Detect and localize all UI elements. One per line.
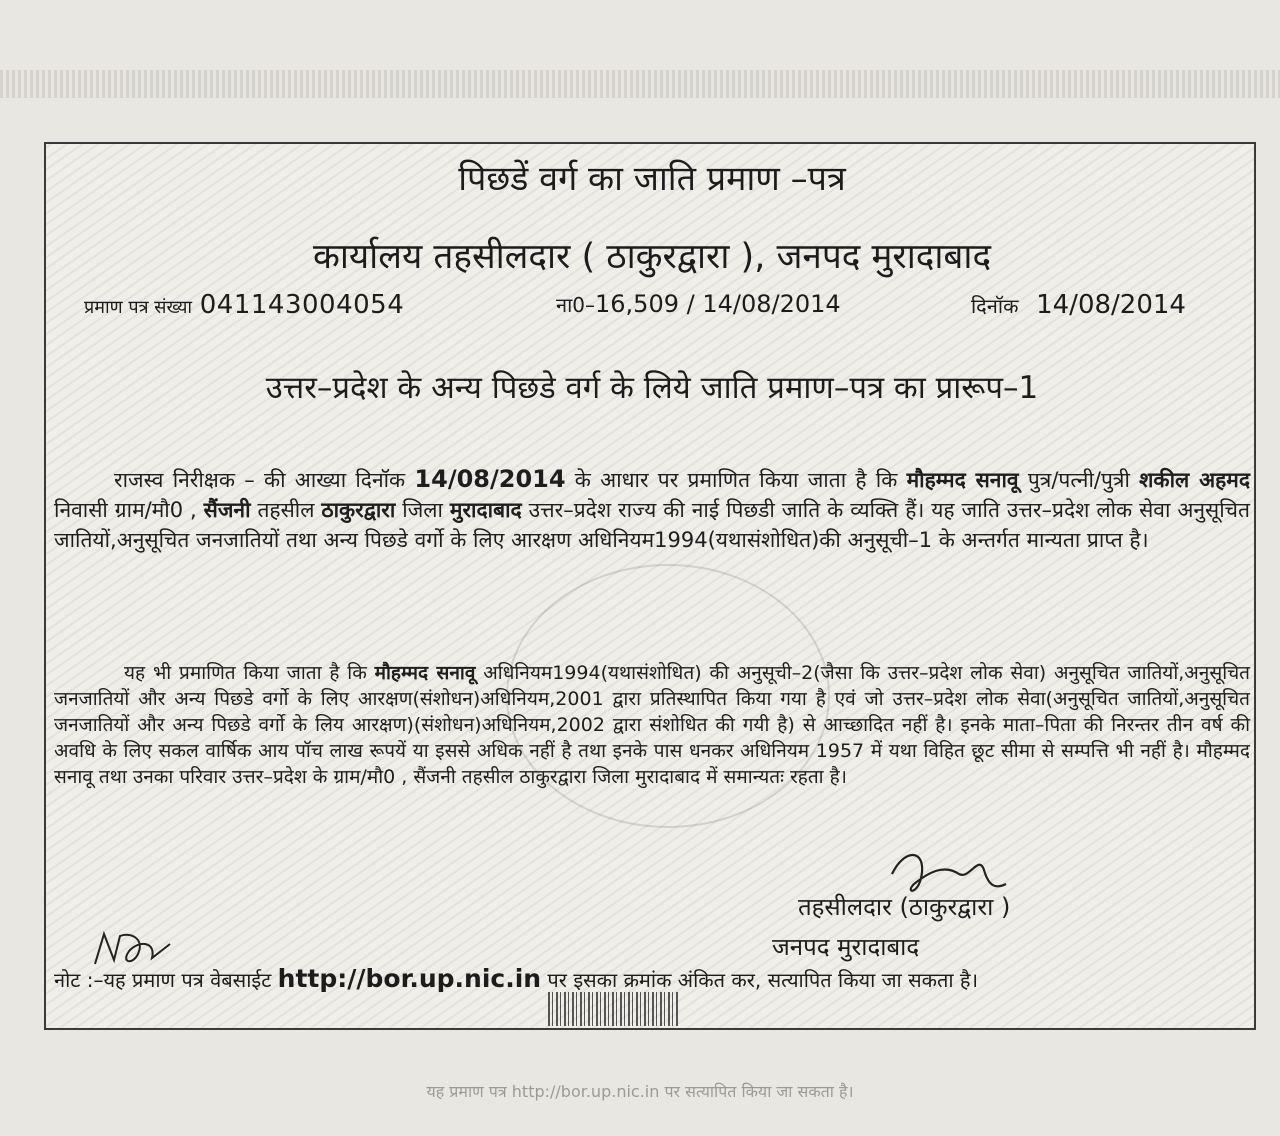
- para1-text: तहसील: [250, 498, 322, 522]
- applicant-name-2: मौहम्मद सनावू: [374, 662, 476, 684]
- paragraph-2: [54, 660, 1250, 790]
- signatory-district: जनपद मुरादाबाद: [772, 933, 920, 961]
- verification-url: http://bor.up.nic.in: [277, 964, 542, 993]
- para1-text: निवासी ग्राम/मौ0 ,: [54, 498, 204, 522]
- na-number: 16,509: [595, 290, 679, 318]
- para1-text: के आधार पर प्रमाणित किया जाता है कि: [565, 468, 907, 492]
- na-label: ना0–: [556, 293, 596, 317]
- form-title: उत्तर–प्रदेश के अन्य पिछडे वर्ग के लिये जाति प्रमाण–पत्र का प्रारूप–1: [265, 370, 1039, 406]
- paper-fold-edge: [0, 70, 1280, 98]
- para1-text: राजस्व निरीक्षक – की आख्या दिनॉक: [114, 468, 415, 492]
- certificate-heading: पिछडें वर्ग का जाति प्रमाण –पत्र: [458, 159, 846, 199]
- paragraph-1: [54, 464, 1250, 555]
- para2-text: यह भी प्रमाणित किया जाता है कि: [124, 662, 375, 684]
- district-name: मुरादाबाद: [449, 498, 522, 522]
- report-date: 14/08/2014: [414, 465, 566, 493]
- caste-certificate: [44, 142, 1256, 1030]
- para1-text: जिला: [395, 498, 450, 522]
- para1-text: उत्तर–प्रदेश राज्य की नाई पिछडी जाति के व्यक्ति हैं। यह जाति उत्तर–प्रदेश लोक सेवा अनुसूचित जातियों,अनुसूचित जनजातियों तथा अन्य पिछडे वर्गो के लिए आरक्षण अधिनियम1994(यथासंशोधित)की अनुसूची–1 के अन्तर्गत मान्यता प्राप्त है।: [54, 498, 1250, 552]
- na-date: 14/08/2014: [702, 290, 841, 318]
- applicant-name: मौहम्मद सनावू: [906, 468, 1019, 492]
- certificate-number-line: [84, 290, 404, 320]
- signatory-title: तहसीलदार (ठाकुरद्वारा ): [798, 893, 1011, 921]
- cert-no-label: प्रमाण पत्र संख्या: [84, 297, 193, 318]
- office-title: कार्यालय तहसीलदार ( ठाकुरद्वारा ), जनपद मुरादाबाद: [312, 237, 992, 277]
- para2-text: अधिनियम1994(यथासंशोधित) की अनुसूची–2(जैसा कि उत्तर–प्रदेश लोक सेवा) अनुसूचित जातियों,अनुसूचित जनजातियों और अन्य पिछडे वर्गो के लिए आरक्षण(संशोधन)अधिनियम,2001 द्वारा प्रतिस्थापित किया गया है एवं जो उत्तर–प्रदेश लोक सेवा(अनुसूचित जातियों,अनुसूचित जनजातियों और अन्य पिछडे वर्गो के लिय आरक्षण)(संशोधन)अधिनियम,2002 द्वारा संशोधित की गयी है) से आच्छादित नहीं है। इनके माता–पिता की निरन्तर तीन वर्ष की अवधि के लिए सकल वार्षिक आय पॉच लाख रूपयें या इससे अधिक नहीं है तथा इनके पास धनकर अधिनियम 1957 में यथा विहित छूट सीमा से सम्पत्ति भी नहीं है। मौहम्मद सनावू तथा उनका परिवार उत्तर–प्रदेश के ग्राम/मौ0 , सैंजनी तहसील ठाकुरद्वारा जिला मुरादाबाद में समान्यतः रहता है।: [54, 662, 1251, 788]
- verification-note: [54, 964, 978, 993]
- faded-footer-text: यह प्रमाण पत्र http://bor.up.nic.in पर सत्यापित किया जा सकता है।: [426, 1082, 854, 1101]
- date-value: 14/08/2014: [1036, 290, 1186, 320]
- note-suffix: पर इसका क्रमांक अंकित कर, सत्यापित किया जा सकता है।: [541, 968, 979, 992]
- date-line: [971, 290, 1186, 320]
- para1-text: पुत्र/पत्नी/पुत्री: [1018, 468, 1140, 492]
- father-name: शकील अहमद: [1139, 468, 1251, 492]
- barcode: [548, 992, 678, 1026]
- note-prefix: नोट :–यह प्रमाण पत्र वेबसाईट: [54, 968, 278, 992]
- village-name: सैंजनी: [203, 498, 251, 522]
- na-line: ना0–16,509 / 14/08/2014: [556, 290, 841, 318]
- tehsil-name: ठाकुरद्वारा: [321, 498, 396, 522]
- date-label: दिनॉक: [971, 294, 1019, 318]
- cert-no-value: 041143004054: [199, 290, 405, 320]
